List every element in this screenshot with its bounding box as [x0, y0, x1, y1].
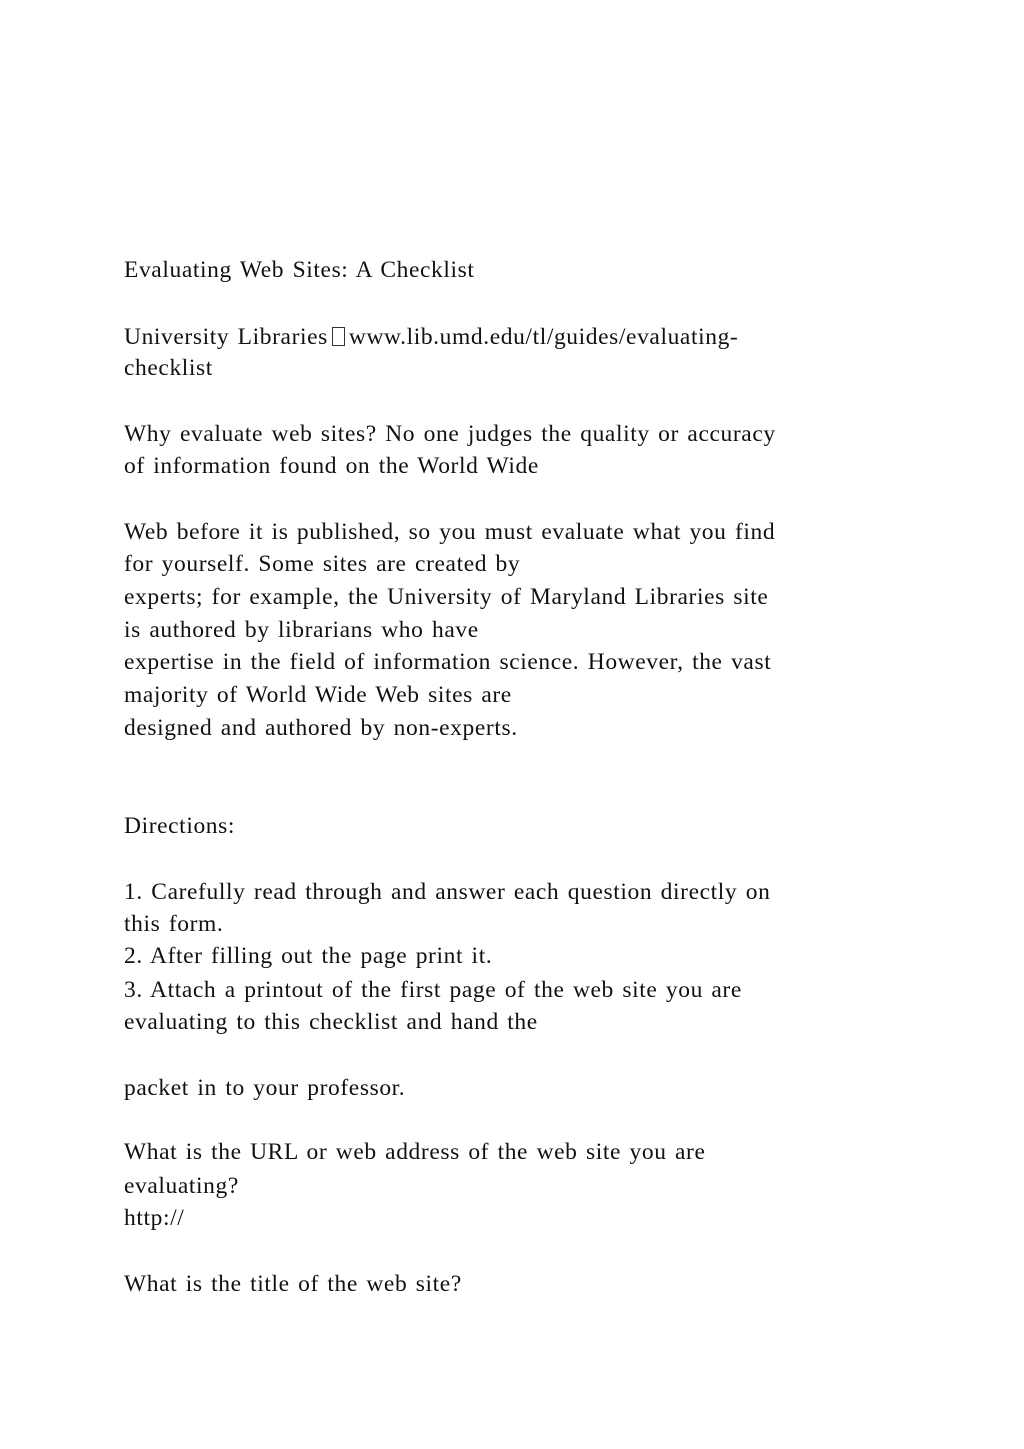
directions-heading: Directions:: [124, 813, 236, 839]
intro-line: designed and authored by non-experts.: [124, 715, 518, 741]
question-line: What is the title of the web site?: [124, 1271, 462, 1297]
direction-line: 3. Attach a printout of the first page of the web site you are: [124, 977, 742, 1003]
source-line: [124, 322, 738, 352]
intro-line: of information found on the World Wide: [124, 453, 539, 479]
question-line: evaluating?: [124, 1173, 239, 1199]
missing-glyph-icon: [332, 327, 345, 346]
source-prefix: University Libraries: [124, 324, 328, 350]
intro-line: experts; for example, the University of Maryland Libraries site: [124, 584, 769, 610]
intro-line: majority of World Wide Web sites are: [124, 682, 512, 708]
direction-line: packet in to your professor.: [124, 1075, 406, 1101]
source-url: www.lib.umd.edu/tl/guides/evaluating-: [348, 324, 739, 350]
direction-line: this form.: [124, 911, 224, 937]
direction-line: 2. After filling out the page print it.: [124, 943, 493, 969]
intro-line: Web before it is published, so you must evaluate what you find: [124, 519, 776, 545]
document-title: Evaluating Web Sites: A Checklist: [124, 257, 475, 283]
question-line: What is the URL or web address of the web site you are: [124, 1139, 706, 1165]
source-url-continued: checklist: [124, 355, 213, 381]
direction-line: evaluating to this checklist and hand the: [124, 1009, 538, 1035]
direction-line: 1. Carefully read through and answer each question directly on: [124, 879, 771, 905]
intro-line: expertise in the field of information science. However, the vast: [124, 649, 772, 675]
url-answer-prefix: http://: [124, 1205, 185, 1231]
intro-line: Why evaluate web sites? No one judges the quality or accuracy: [124, 421, 776, 447]
intro-line: is authored by librarians who have: [124, 617, 479, 643]
intro-line: for yourself. Some sites are created by: [124, 551, 521, 577]
